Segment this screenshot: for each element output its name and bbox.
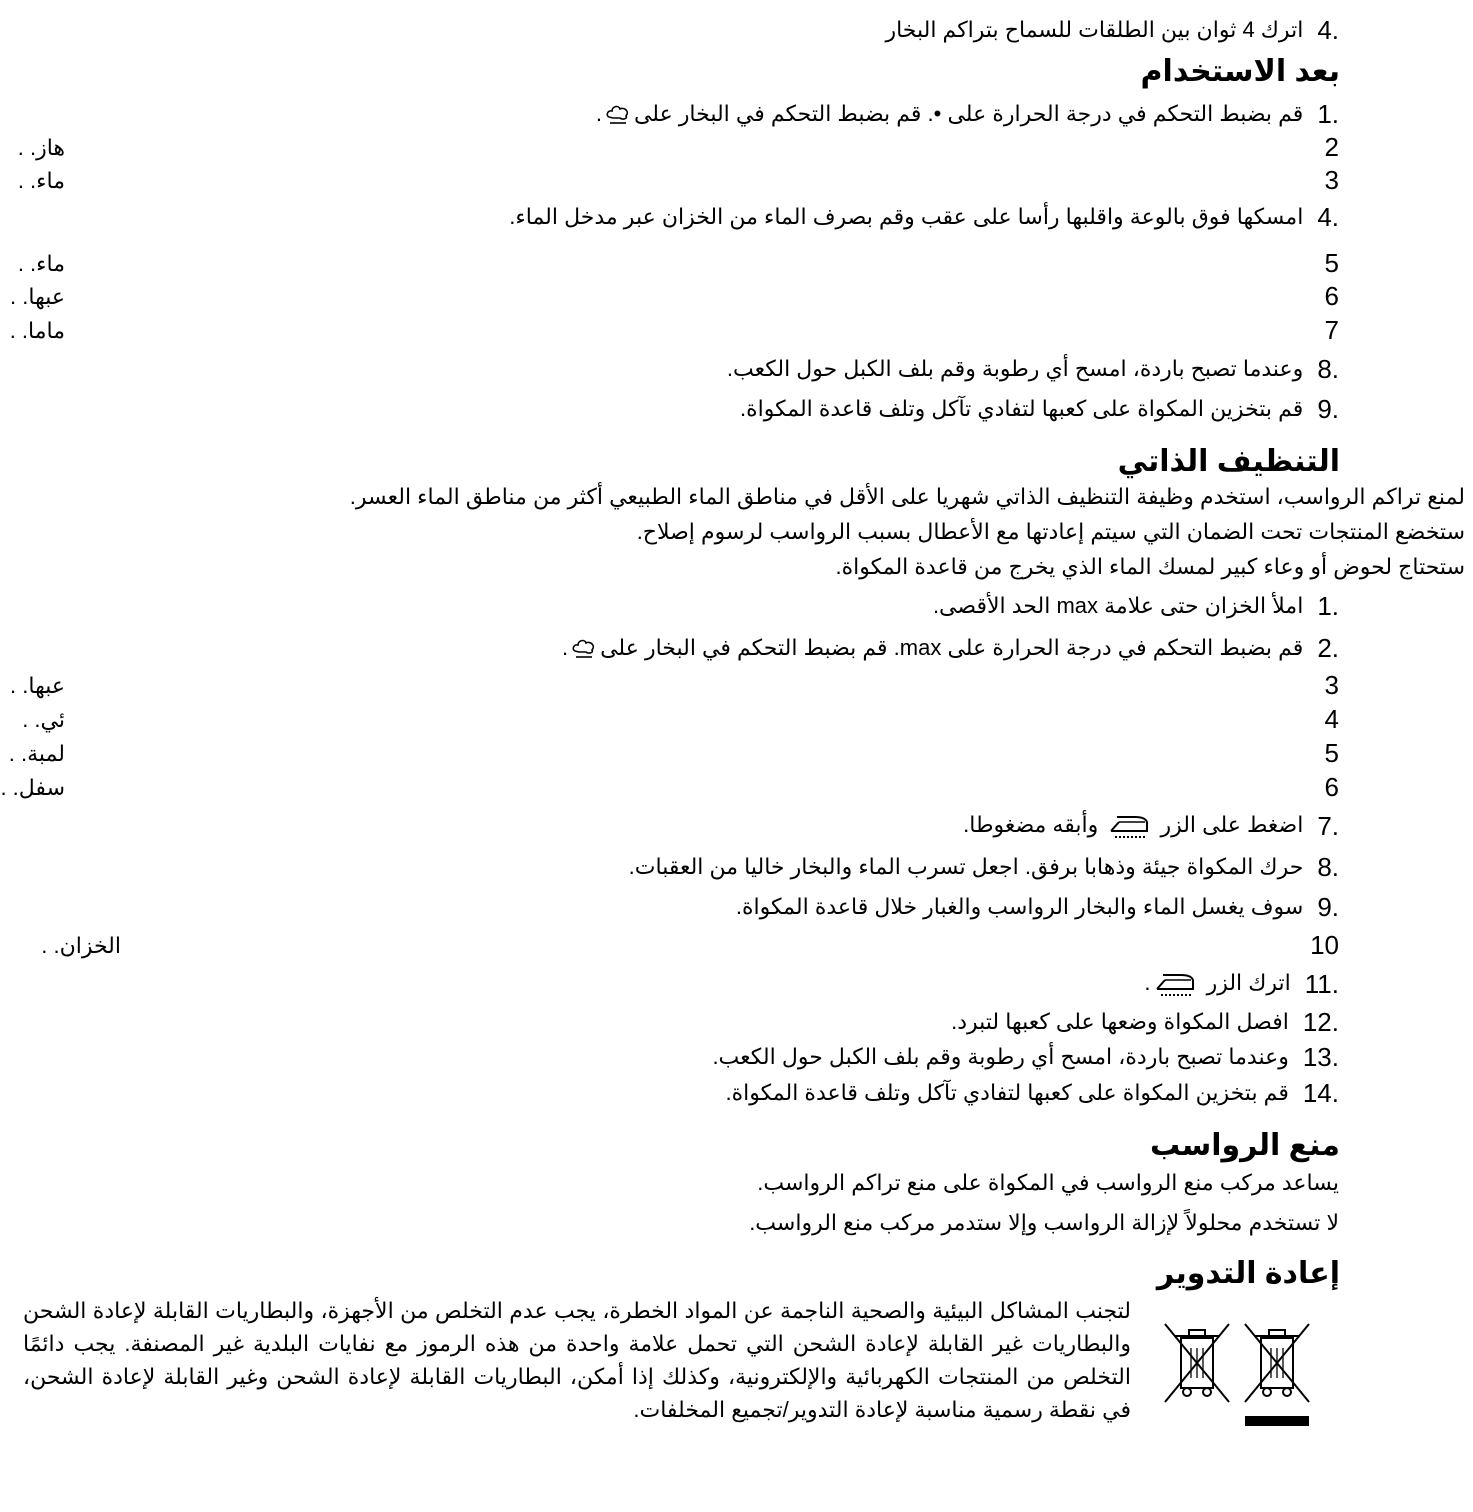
item-text-part: قم بضبط التحكم في درجة الحرارة على •. قم بضبط التحكم في البخار على (633, 101, 1304, 126)
list-item (963, 810, 1339, 842)
item-text: سوف يغسل الماء والبخار الرواسب والغبار خلال قاعدة المكواة. (735, 894, 1304, 919)
item-number: 12. (1302, 1006, 1339, 1037)
clipped-text-fragment: سفل. . (0, 775, 65, 800)
paragraph: لمنع تراكم الرواسب، استخدم وظيفة التنظيف الذاتي شهريا على الأقل في مناطق الماء الطبيعي أكثر من مناطق الماء العسر. (349, 484, 1465, 509)
list-item (727, 353, 1339, 385)
item-text: قم بضبط التحكم في درجة الحرارة على max. قم بضبط التحكم في البخار على. (561, 635, 1304, 660)
paragraph: ستخضع المنتجات تحت الضمان التي سيتم إعادتها مع الأعطال بسبب الرواسب لرسوم إصلاح. (636, 519, 1465, 544)
paragraph: يساعد مركب منع الرواسب في المكواة على منع تراكم الرواسب. (757, 1170, 1339, 1195)
list-item (1325, 247, 1339, 279)
list-item (740, 393, 1339, 425)
item-text: قم بضبط التحكم في درجة الحرارة على •. قم بضبط التحكم في البخار على. (595, 101, 1304, 126)
item-number: 13. (1302, 1041, 1339, 1072)
list-item (596, 98, 1339, 130)
item-number: 2. (1317, 632, 1339, 663)
list-item (736, 891, 1339, 923)
clipped-text-fragment: هاز. . (17, 135, 65, 160)
item-number: 4. (1317, 201, 1339, 232)
item-text-part: قم بضبط التحكم في درجة الحرارة على max. قم بضبط التحكم في البخار على (600, 635, 1304, 660)
steam-burst-button-icon (1107, 814, 1151, 840)
section-heading-self-clean: التنظيف الذاتي (1117, 445, 1340, 478)
item-text: وعندما تصبح باردة، امسح أي رطوبة وقم بلف الكبل حول الكعب. (712, 1044, 1289, 1069)
item-number: 8. (1317, 851, 1339, 882)
clipped-text-fragment: ئي. . (22, 707, 65, 732)
item-number: 1. (1317, 98, 1339, 129)
item-number: 6 (1324, 280, 1339, 311)
item-text: وعندما تصبح باردة، امسح أي رطوبة وقم بلف الكبل حول الكعب. (726, 356, 1304, 381)
item-number: 5 (1324, 737, 1339, 768)
item-number: 7 (1324, 314, 1339, 345)
item-number: 6 (1324, 771, 1339, 802)
item-number: 7. (1317, 810, 1339, 841)
section-heading-after-use: بعد الاستخدام (1140, 55, 1340, 88)
item-number: 3 (1324, 164, 1339, 195)
clipped-text-fragment: ماء. . (17, 251, 65, 276)
clipped-text-fragment: عبها. . (10, 673, 65, 698)
item-number: 4. (1317, 14, 1339, 45)
item-number: 9. (1317, 393, 1339, 424)
clipped-text-fragment: عبها. . (10, 284, 65, 309)
list-item (1325, 314, 1339, 346)
item-text: افصل المكواة وضعها على كعبها لتبرد. (951, 1009, 1289, 1034)
item-number: 4 (1324, 703, 1339, 734)
list-item (1144, 968, 1339, 1000)
crossed-bin-with-bar-icon (1241, 1320, 1313, 1432)
list-item (1325, 131, 1339, 163)
paragraph: لا تستخدم محلولاً لإزالة الرواسب وإلا ستدمر مركب منع الرواسب. (749, 1210, 1339, 1235)
item-number: 14. (1302, 1077, 1339, 1108)
clipped-text-fragment: لمبة. . (8, 741, 65, 766)
steam-icon (605, 104, 631, 126)
item-text (963, 812, 1303, 839)
item-text: اترك الزر . (1144, 970, 1290, 997)
list-item (1325, 703, 1339, 735)
item-text: املأ الخزان حتى علامة max الحد الأقصى. (932, 593, 1304, 618)
item-text: اترك 4 ثوان بين الطلقات للسماح بتراكم البخار (885, 17, 1304, 42)
item-number: 5 (1324, 247, 1339, 278)
list-item (726, 1077, 1339, 1109)
item-number: 9. (1317, 891, 1339, 922)
list-item (951, 1006, 1339, 1038)
item-text-part: وأبقه مضغوطا. (963, 812, 1099, 838)
steam-burst-button-icon (1153, 972, 1197, 998)
section-heading-recycling: إعادة التدوير (1156, 1257, 1340, 1290)
list-item (562, 632, 1339, 664)
clipped-text-fragment: ماء. . (17, 168, 65, 193)
item-number: 8. (1317, 353, 1339, 384)
list-item (509, 201, 1339, 233)
list-item (1325, 280, 1339, 312)
list-item (885, 14, 1339, 46)
item-text: قم بتخزين المكواة على كعبها لتفادي تآكل وتلف قاعدة المكواة. (725, 1080, 1289, 1105)
item-number: 1. (1317, 590, 1339, 621)
item-text-part: اضغط على الزر (1160, 812, 1304, 838)
item-number: 11. (1304, 968, 1339, 999)
list-item (1325, 164, 1339, 196)
list-item (1325, 771, 1339, 803)
item-number: 2 (1324, 131, 1339, 162)
item-text-part: اترك الزر (1206, 970, 1291, 996)
section-heading-anti-scale: منع الرواسب (1149, 1129, 1340, 1162)
item-text: قم بتخزين المكواة على كعبها لتفادي تآكل وتلف قاعدة المكواة. (739, 396, 1304, 421)
steam-icon (571, 638, 597, 660)
list-item (1310, 929, 1339, 961)
item-text: حرك المكواة جيئة وذهابا برفق. اجعل تسرب الماء والبخار خاليا من العقبات. (628, 854, 1304, 879)
clipped-text-fragment: الخزان. . (41, 933, 121, 958)
list-item (629, 851, 1339, 883)
paragraph: ستحتاج لحوض أو وعاء كبير لمسك الماء الذي يخرج من قاعدة المكواة. (835, 554, 1465, 579)
recycling-paragraph: لتجنب المشاكل البيئية والصحية الناجمة عن المواد الخطرة، يجب عدم التخلص من الأجهزة، والبطاريات القابلة لإعادة الشحن والبطاريات غير القابلة لإعادة الشحن التي تحمل علامة واحدة من هذه الرموز مع نفايات البلدية غير المصنفة. يجب دائمًا التخلص من المنتجات الكهربائية والإلكترونية، وكذلك إذا أمكن، البطاريات القابلة لإعادة الشحن وغير القابلة لإعادة الشحن، في نقطة رسمية مناسبة لإعادة التدوير/تجميع المخلفات. (23, 1298, 1131, 1422)
item-number: 10 (1310, 929, 1339, 960)
clipped-text-fragment: ماما. . (9, 318, 65, 343)
list-item (933, 590, 1339, 622)
list-item (1325, 737, 1339, 769)
list-item (712, 1041, 1339, 1073)
item-number: 3 (1324, 669, 1339, 700)
item-text: امسكها فوق بالوعة واقلبها رأسا على عقب وقم بصرف الماء من الخزان عبر مدخل الماء. (509, 204, 1304, 229)
crossed-bin-icon (1161, 1320, 1233, 1432)
list-item (1325, 669, 1339, 701)
